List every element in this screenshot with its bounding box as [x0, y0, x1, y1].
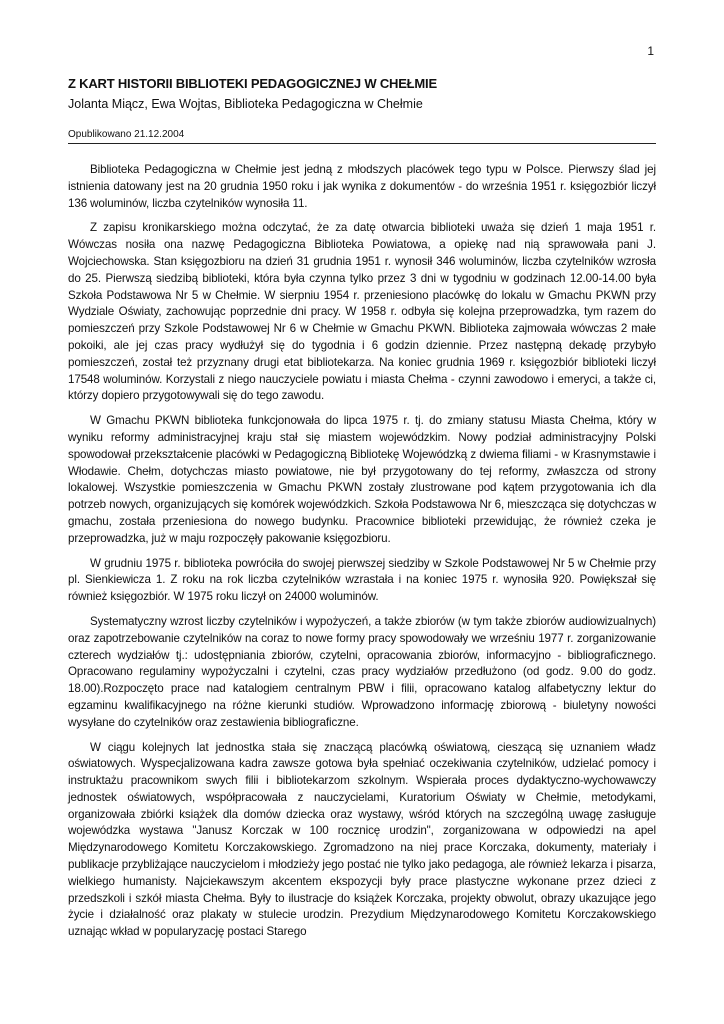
- article: [68, 76, 656, 949]
- paragraph: W grudniu 1975 r. biblioteka powróciła do swojej pierwszej siedziby w Szkole Podstawowej Nr 5 w Chełmie przy pl. Sienkiewicza 1. Z roku na rok liczba czytelników wzrastała i na koniec 1975 r. wynosiła 920. Powiększał się również księgozbiór. W 1975 roku liczył on 24000 woluminów.: [68, 556, 656, 604]
- paragraph: W Gmachu PKWN biblioteka funkcjonowała do lipca 1975 r. tj. do zmiany statusu Miasta Chełma, który w wyniku reformy administracyjnej kraju stał się miastem wojewódzkim. Nowy podział administracyjny Polski spowodował przekształcenie placówki w Pedagogiczną Bibliotekę Wojewódzką z dwiema filiami - w Krasnymstawie i Włodawie. Chełm, dotychczas miasto powiatowe, nie był przygotowany do tej reformy, zwłaszcza od strony lokalowej. Wszystkie pomieszczenia w Gmachu PKWN zostały zlustrowane pod kątem przygotowania ich dla potrzeb nowych, organizujących się komórek wojewódzkich. Szkoła Podstawowa Nr 6, mieszcząca się dotychczas w gmachu, została przeniesiona do nowego budynku. Pracownice biblioteki przewidując, że również czeka je przeprowadzka, już w maju rozpoczęły pakowanie księgozbioru.: [68, 414, 656, 545]
- article-title: Z KART HISTORII BIBLIOTEKI PEDAGOGICZNEJ W CHEŁMIE: [68, 76, 437, 91]
- article-body: [68, 162, 656, 941]
- publication-date: Opublikowano 21.12.2004: [68, 129, 656, 144]
- paragraph: Z zapisu kronikarskiego można odczytać, że za datę otwarcia biblioteki uważa się dzień 1 maja 1951 r. Wówczas nosiła ona nazwę Pedagogiczna Biblioteka Powiatowa, a opiekę nad nią sprawowała pani J. Wojciechowska. Stan księgozbioru na dzień 31 grudnia 1951 r. wynosił 346 woluminów, liczba czytelników wzrosła do 25. Pierwszą siedzibą biblioteki, która była czynna tylko przez 3 dni w tygodniu w godzinach 12.00-14.00 była Szkoła Podstawowa Nr 5 w Chełmie. W sierpniu 1954 r. przeniesiono placówkę do lokalu w Gmachu PKWN przy Wydziale Oświaty, zachowując poprzednie dni pracy. W 1958 r. odbyła się kolejna przeprowadzka, tym razem do pomieszczeń przy Szkole Podstawowej Nr 6 w Chełmie w Gmachu PKWN. Biblioteka zajmowała wówczas 2 małe pokoiki, ale jej czas pracy wydłużył się do tygodnia i 6 godzin dziennie. Przez następną dekadę przybyło pomieszczeń, został też przyznany drugi etat bibliotekarza. Na koniec grudnia 1969 r. księgozbiór biblioteki liczył 17548 woluminów. Korzystali z niego nauczyciele powiatu i miasta Chełma - czynni zawodowo i emeryci, a także ci, którzy dopiero przygotowywali się do tego zawodu.: [68, 221, 656, 403]
- paragraph: Systematyczny wzrost liczby czytelników i wypożyczeń, a także zbiorów (w tym także zbiorów audiowizualnych) oraz zapotrzebowanie czytelników na coraz to nowe formy pracy spowodowały we wrześniu 1977 r. zorganizowanie czterech wydziałów tj.: udostępniania zbiorów, czytelni, opracowania zbiorów, informacyjno - bibliograficznego. Opracowano regulaminy wypożyczalni i czytelni, czas pracy wydziałów przedłużono (od godz. 9.00 do godz. 18.00).Rozpoczęto prace nad katalogiem centralnym PBW i filii, opracowano katalog alfabetyczny lektur do egzaminu kwalifikacyjnego na różne kierunki studiów. Wprowadzono informację zbiorową - biuletyny nowości wysyłane do czytelników oraz zestawienia bibliograficzne.: [68, 614, 656, 729]
- paragraph: Biblioteka Pedagogiczna w Chełmie jest jedną z młodszych placówek tego typu w Polsce. Pierwszy ślad jej istnienia datowany jest na 20 grudnia 1950 roku i jak wynika z dokumentów - do września 1951 r. księgozbiór liczył 136 woluminów, liczba czytelników wynosiła 11.: [68, 163, 656, 210]
- page-number: 1: [647, 44, 654, 58]
- article-authors: Jolanta Miącz, Ewa Wojtas, Biblioteka Pedagogiczna w Chełmie: [68, 97, 423, 111]
- paragraph: W ciągu kolejnych lat jednostka stała się znaczącą placówką oświatową, cieszącą się uznaniem władz oświatowych. Wyspecjalizowana kadra zawsze gotowa była spełniać oczekiwania czytelników, udzielać pomocy i instruktażu pracownikom swych filii i bibliotekarzom szkolnym. Wspierała proces dydaktyczno-wychowawczy jednostek oświatowych, współpracowała z nauczycielami, Kuratorium Oświaty w Chełmie, metodykami, organizowała zbiórki książek dla domów dziecka oraz wystawy, wśród których na szczególną uwagę zasługuje wojewódzka wystawa "Janusz Korczak w 100 rocznicę urodzin", zorganizowana w odpowiedzi na apel Międzynarodowego Komitetu Korczakowskiego. Zgromadzono na niej prace Korczaka, dokumenty, materiały i publikacje przybliżające nauczycielom i młodzieży jego postać nie tylko jako pedagoga, ale również lekarza i pisarza, wielkiego humanisty. Najciekawszym akcentem ekspozycji były prace plastyczne wykonane przez dzieci z przedszkoli i szkół miasta Chełma. Były to ilustracje do książek Korczaka, projekty obwolut, obrazy ukazujące jego życie i działalność oraz plakaty w stulecie urodzin. Prezydium Międzynarodowego Komitetu Korczakowskiego uznając wkład w popularyzację postaci Starego: [68, 740, 656, 939]
